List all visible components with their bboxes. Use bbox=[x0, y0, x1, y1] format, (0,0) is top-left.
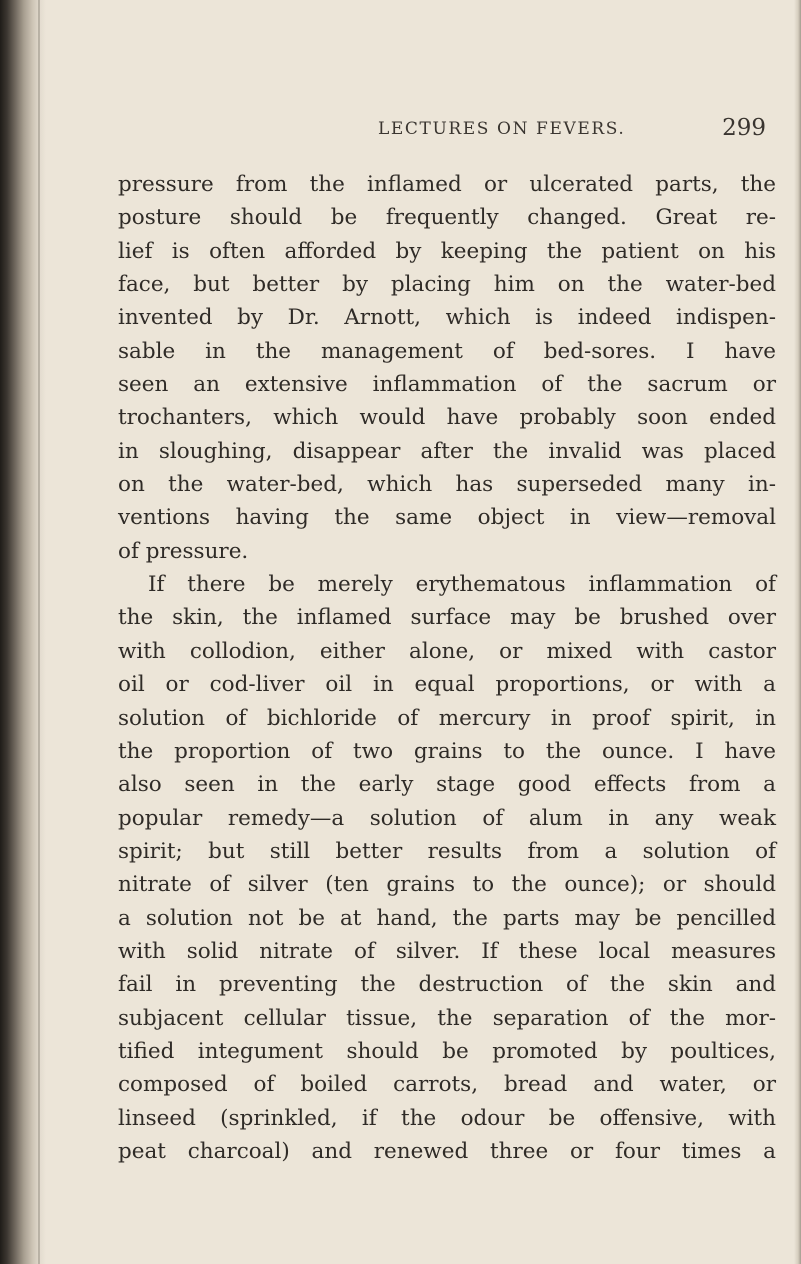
text-line: nitrate of silver (ten grains to the ounce); or should bbox=[118, 872, 776, 898]
page-number: 299 bbox=[722, 115, 766, 141]
text-line: posture should be frequently changed. Great re- bbox=[118, 205, 776, 231]
text-line: composed of boiled carrots, bread and water, or bbox=[118, 1072, 776, 1098]
text-line: If there be merely erythematous inflammation of bbox=[148, 572, 776, 598]
text-line: the skin, the inflamed surface may be brushed over bbox=[118, 605, 776, 631]
text-line: with collodion, either alone, or mixed with castor bbox=[118, 638, 776, 664]
text-line: subjacent cellular tissue, the separation of the mor- bbox=[118, 1005, 776, 1031]
text-line: with solid nitrate of silver. If these local measures bbox=[118, 938, 776, 964]
text-line: peat charcoal) and renewed three or four times a bbox=[118, 1138, 776, 1164]
text-line: the proportion of two grains to the ounce. I have bbox=[118, 738, 776, 764]
text-line: invented by Dr. Arnott, which is indeed indispen- bbox=[118, 305, 776, 331]
running-head: LECTURES ON FEVERS. bbox=[378, 119, 626, 139]
text-line: trochanters, which would have probably soon ended bbox=[118, 405, 776, 431]
text-line: of pressure. bbox=[118, 538, 249, 564]
page-edge bbox=[794, 0, 801, 1264]
text-line: solution of bichloride of mercury in proof spirit, in bbox=[118, 705, 776, 731]
text-line: popular remedy—a solution of alum in any weak bbox=[118, 805, 776, 831]
body-text bbox=[118, 168, 776, 1168]
text-line: ventions having the same object in view—removal bbox=[118, 505, 776, 531]
text-line: fail in preventing the destruction of the skin and bbox=[118, 972, 776, 998]
text-line: on the water-bed, which has superseded many in- bbox=[118, 472, 776, 498]
text-line: linseed (sprinkled, if the odour be offensive, with bbox=[118, 1105, 776, 1131]
text-line: spirit; but still better results from a solution of bbox=[118, 838, 776, 864]
text-line: also seen in the early stage good effects from a bbox=[118, 772, 776, 798]
text-line: sable in the management of bed-sores. I have bbox=[118, 338, 776, 364]
text-line: seen an extensive inflammation of the sacrum or bbox=[118, 372, 776, 398]
text-line: tified integument should be promoted by poultices, bbox=[118, 1038, 776, 1064]
page-header bbox=[120, 117, 772, 147]
text-line: a solution not be at hand, the parts may be pencilled bbox=[118, 905, 776, 931]
text-line: oil or cod-liver oil in equal proportions, or with a bbox=[118, 672, 776, 698]
text-line: in sloughing, disappear after the invalid was placed bbox=[118, 438, 776, 464]
text-line: face, but better by placing him on the water-bed bbox=[118, 272, 776, 298]
text-line: pressure from the inflamed or ulcerated parts, the bbox=[118, 172, 776, 197]
binding-crease bbox=[38, 0, 40, 1264]
text-line: lief is often afforded by keeping the patient on his bbox=[118, 238, 776, 264]
